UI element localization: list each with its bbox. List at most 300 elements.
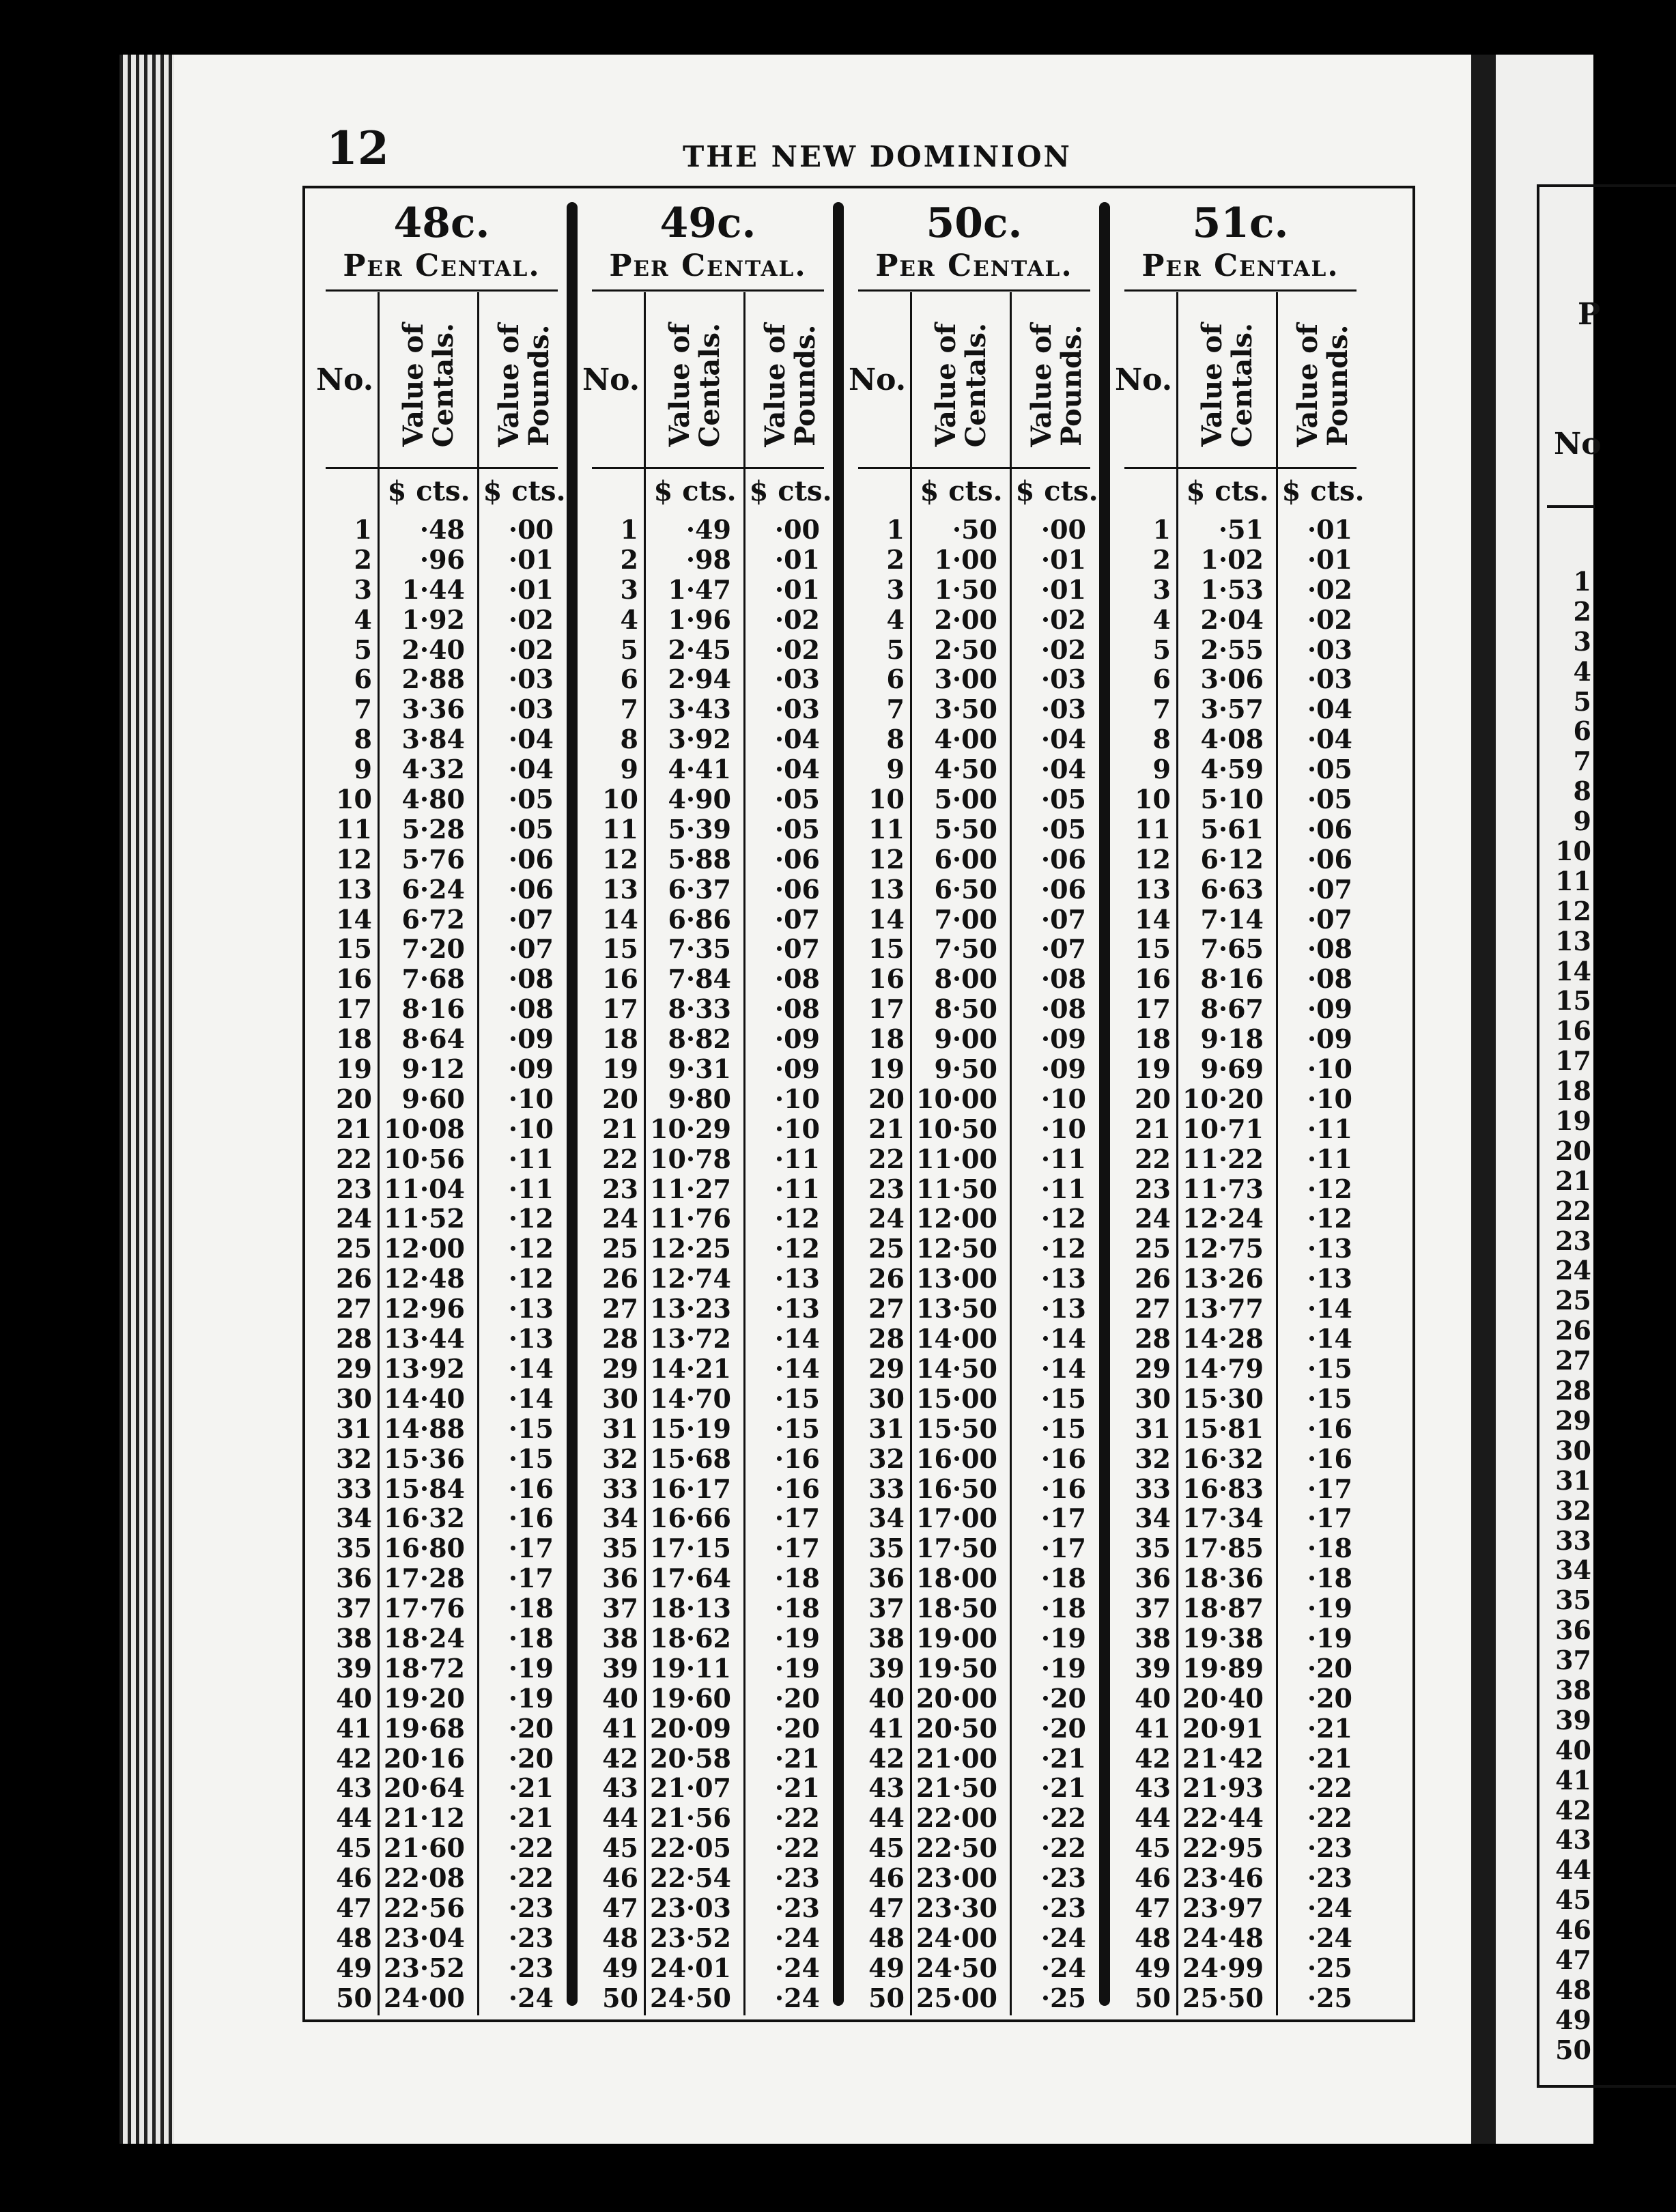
pounds-value: ·12: [774, 1203, 820, 1234]
row-number: 47: [336, 1892, 372, 1923]
facing-row-number: 48: [1555, 1974, 1591, 2005]
row-number: 6: [354, 664, 372, 695]
centals-value: 5·76: [401, 843, 465, 875]
row-number: 32: [602, 1443, 638, 1474]
row-number: 39: [1135, 1652, 1171, 1684]
row-number: 34: [868, 1503, 905, 1534]
centals-value: 1·92: [401, 604, 465, 635]
pounds-value: ·15: [1040, 1413, 1086, 1444]
row-number: 12: [868, 843, 905, 875]
centals-value: ·96: [419, 543, 465, 575]
pounds-unit-label: $ cts.: [1281, 475, 1365, 507]
row-number: 27: [868, 1293, 905, 1324]
centals-value: 14·79: [1182, 1352, 1264, 1384]
centals-value: 21·00: [916, 1742, 997, 1774]
pounds-value: ·01: [508, 573, 554, 605]
row-number: 33: [1135, 1473, 1171, 1504]
centals-value: 5·88: [668, 843, 731, 875]
facing-row-number: 3: [1573, 625, 1591, 657]
facing-row-number: 42: [1555, 1794, 1591, 1826]
pounds-value: ·03: [508, 664, 554, 695]
pounds-value: ·11: [774, 1173, 820, 1204]
row-number: 5: [886, 634, 905, 665]
row-number: 25: [868, 1233, 905, 1264]
facing-row-number: 15: [1555, 985, 1591, 1017]
row-number: 7: [886, 694, 905, 725]
row-number: 30: [336, 1382, 372, 1414]
facing-row-number: 40: [1555, 1734, 1591, 1766]
row-number: 18: [1135, 1023, 1171, 1055]
row-number: 43: [602, 1772, 638, 1804]
pounds-value: ·04: [774, 754, 820, 785]
row-number: 13: [1135, 873, 1171, 905]
row-number: 23: [1135, 1173, 1171, 1204]
centals-value: 20·58: [650, 1742, 731, 1774]
pounds-unit-label: $ cts.: [1015, 475, 1098, 507]
row-number: 10: [336, 784, 372, 815]
pounds-value: ·13: [508, 1293, 554, 1324]
row-number: 35: [868, 1533, 905, 1564]
row-number: 40: [868, 1682, 905, 1714]
pounds-value: ·13: [1040, 1263, 1086, 1294]
facing-row-number: 18: [1555, 1075, 1591, 1107]
centals-value: 10·29: [650, 1113, 731, 1144]
book-gutter: [1471, 55, 1496, 2144]
row-number: 38: [868, 1622, 905, 1654]
subheader-rule: [592, 467, 824, 469]
centals-value: 4·90: [668, 784, 731, 815]
pounds-value: ·18: [1040, 1593, 1086, 1624]
value-of-centals-header: [1179, 304, 1276, 466]
centals-value: 17·15: [650, 1533, 731, 1564]
centals-value: 12·75: [1182, 1233, 1264, 1264]
row-number: 27: [1135, 1293, 1171, 1324]
centals-value: 12·24: [1182, 1203, 1264, 1234]
centals-value: 18·87: [1182, 1593, 1264, 1624]
pounds-value: ·05: [774, 813, 820, 845]
pounds-value: ·01: [774, 543, 820, 575]
pounds-value: ·12: [508, 1263, 554, 1294]
row-number: 10: [602, 784, 638, 815]
pounds-value: ·18: [508, 1622, 554, 1654]
facing-row-number: 11: [1555, 865, 1591, 896]
subheader-rule: [1124, 467, 1357, 469]
pounds-value: ·04: [1307, 694, 1352, 725]
row-number: 11: [336, 813, 372, 845]
value-of-centals-header: [380, 304, 477, 466]
centals-value: 17·00: [916, 1503, 997, 1534]
pounds-value: ·21: [508, 1802, 554, 1834]
header-rule: [1124, 289, 1357, 292]
centals-value: 9·31: [668, 1053, 731, 1085]
centals-value: 13·00: [916, 1263, 997, 1294]
row-number: 7: [620, 694, 638, 725]
row-number: 33: [868, 1473, 905, 1504]
pounds-value: ·18: [774, 1563, 820, 1594]
row-number: 44: [602, 1802, 638, 1834]
pounds-value: ·09: [508, 1053, 554, 1085]
row-number: 26: [868, 1263, 905, 1294]
pounds-value: ·23: [1307, 1862, 1352, 1894]
row-number: 35: [1135, 1533, 1171, 1564]
pounds-value: ·23: [1040, 1862, 1086, 1894]
pounds-value: ·20: [508, 1742, 554, 1774]
centals-value: 8·82: [668, 1023, 731, 1055]
pounds-value: ·19: [1040, 1622, 1086, 1654]
row-number: 35: [602, 1533, 638, 1564]
centals-value: 23·52: [650, 1922, 731, 1953]
per-cental-label: Per Cental.: [875, 249, 1073, 283]
per-cental-label: Per Cental.: [609, 249, 807, 283]
row-number: 41: [1135, 1712, 1171, 1744]
row-number: 20: [336, 1083, 372, 1114]
centals-value: 12·96: [384, 1293, 465, 1324]
pounds-value: ·23: [508, 1922, 554, 1953]
pounds-value: ·23: [774, 1862, 820, 1894]
pounds-value: ·22: [1307, 1802, 1352, 1834]
row-number: 34: [1135, 1503, 1171, 1534]
row-number: 46: [602, 1862, 638, 1894]
pounds-value: ·15: [1307, 1352, 1352, 1384]
centals-value: 9·80: [668, 1083, 731, 1114]
row-number: 32: [336, 1443, 372, 1474]
row-number: 48: [868, 1922, 905, 1953]
facing-row-number: 34: [1555, 1555, 1591, 1586]
pounds-value: ·21: [774, 1772, 820, 1804]
centals-value: 4·41: [668, 754, 731, 785]
facing-row-number: 49: [1555, 2004, 1591, 2035]
row-number: 30: [1135, 1382, 1171, 1414]
row-number: 41: [602, 1712, 638, 1744]
row-number: 39: [336, 1652, 372, 1684]
row-number: 6: [1152, 664, 1171, 695]
centals-value: 23·97: [1182, 1892, 1264, 1923]
pounds-value: ·06: [1040, 843, 1086, 875]
pounds-value: ·19: [774, 1622, 820, 1654]
pounds-value: ·10: [774, 1083, 820, 1114]
centals-value: 11·00: [916, 1143, 997, 1174]
facing-row-number: 16: [1555, 1015, 1591, 1047]
pounds-value: ·14: [1040, 1352, 1086, 1384]
pounds-value: ·10: [508, 1083, 554, 1114]
facing-row-number: 1: [1573, 566, 1591, 597]
pounds-value: ·17: [1040, 1503, 1086, 1534]
centals-value: ·49: [685, 514, 731, 545]
pounds-value: ·20: [1040, 1712, 1086, 1744]
pounds-value: ·22: [774, 1802, 820, 1834]
column-rule: [477, 292, 479, 2015]
row-number: 3: [886, 573, 905, 605]
pounds-value: ·03: [1040, 664, 1086, 695]
centals-value: 7·84: [668, 963, 731, 995]
facing-row-number: 26: [1555, 1315, 1591, 1346]
pounds-value: ·14: [508, 1352, 554, 1384]
facing-row-number: 30: [1555, 1434, 1591, 1466]
row-number: 2: [354, 543, 372, 575]
pounds-value: ·01: [1307, 514, 1352, 545]
facing-row-number: 4: [1573, 655, 1591, 687]
row-number: 28: [1135, 1323, 1171, 1355]
pounds-value: ·24: [1040, 1922, 1086, 1953]
centals-value: 24·50: [650, 1982, 731, 2013]
centals-value: 21·93: [1182, 1772, 1264, 1804]
pounds-value: ·17: [1040, 1533, 1086, 1564]
pounds-value: ·07: [508, 933, 554, 965]
facing-row-number: 36: [1555, 1615, 1591, 1646]
pounds-value: ·05: [1040, 813, 1086, 845]
pounds-value: ·08: [1040, 963, 1086, 995]
centals-value: 12·00: [916, 1203, 997, 1234]
pounds-value: ·02: [774, 634, 820, 665]
pounds-value: ·07: [1307, 873, 1352, 905]
pounds-value: ·20: [1307, 1682, 1352, 1714]
row-number: 24: [336, 1203, 372, 1234]
row-number: 5: [620, 634, 638, 665]
centals-value: 2·94: [668, 664, 731, 695]
row-number: 11: [1135, 813, 1171, 845]
row-number: 15: [336, 933, 372, 965]
pounds-value: ·16: [1040, 1443, 1086, 1474]
row-number-column: [1111, 515, 1175, 2013]
centals-value: 13·23: [650, 1293, 731, 1324]
facing-row-number: 46: [1555, 1914, 1591, 1946]
centals-value-column: [380, 515, 476, 2013]
value-of-pounds-header: [1279, 304, 1367, 466]
row-number: 48: [602, 1922, 638, 1953]
row-number: 16: [336, 963, 372, 995]
row-number: 7: [354, 694, 372, 725]
centals-value: 11·52: [384, 1203, 465, 1234]
centals-value: 16·00: [916, 1443, 997, 1474]
row-number: 9: [886, 754, 905, 785]
centals-value: 11·76: [650, 1203, 731, 1234]
centals-value: 20·64: [384, 1772, 465, 1804]
row-number: 19: [868, 1053, 905, 1085]
per-cental-label: Per Cental.: [1141, 249, 1339, 283]
pounds-value: ·09: [1040, 1053, 1086, 1085]
row-number: 27: [602, 1293, 638, 1324]
centals-value-column: [1179, 515, 1275, 2013]
row-number: 8: [1152, 724, 1171, 755]
centals-value: 10·20: [1182, 1083, 1264, 1114]
facing-row-number: 29: [1555, 1404, 1591, 1436]
row-number: 3: [620, 573, 638, 605]
row-number: 36: [602, 1563, 638, 1594]
centals-value: 18·36: [1182, 1563, 1264, 1594]
centals-value: 4·59: [1200, 754, 1264, 785]
row-number: 38: [602, 1622, 638, 1654]
centals-value: 24·48: [1182, 1922, 1264, 1953]
pounds-value: ·22: [508, 1862, 554, 1894]
value-of-pounds-label: Value of Pounds.: [493, 323, 555, 447]
pounds-value: ·19: [774, 1652, 820, 1684]
centals-value: 15·30: [1182, 1382, 1264, 1414]
centals-value: 23·52: [384, 1952, 465, 1983]
facing-row-number: 44: [1555, 1854, 1591, 1886]
centals-value: 3·00: [934, 664, 997, 695]
centals-value: 23·03: [650, 1892, 731, 1923]
centals-value: 14·70: [650, 1382, 731, 1414]
centals-value: 3·50: [934, 694, 997, 725]
no-header: No.: [315, 363, 374, 397]
centals-value: 6·72: [401, 903, 465, 935]
row-number: 28: [336, 1323, 372, 1355]
centals-value: 4·00: [934, 724, 997, 755]
pounds-value: ·03: [774, 664, 820, 695]
centals-value: 22·50: [916, 1832, 997, 1864]
row-number: 50: [602, 1982, 638, 2013]
centals-value: 1·53: [1200, 573, 1264, 605]
row-number: 46: [336, 1862, 372, 1894]
facing-row-number: 14: [1555, 955, 1591, 987]
centals-value: 10·50: [916, 1113, 997, 1144]
row-number: 49: [868, 1952, 905, 1983]
facing-row-number: 17: [1555, 1045, 1591, 1077]
pounds-value: ·04: [1307, 724, 1352, 755]
centals-value: 13·77: [1182, 1293, 1264, 1324]
facing-row-number: 43: [1555, 1824, 1591, 1856]
pounds-value: ·08: [1307, 933, 1352, 965]
centals-value: 6·12: [1200, 843, 1264, 875]
centals-value: 22·08: [384, 1862, 465, 1894]
pounds-value: ·14: [1040, 1323, 1086, 1355]
row-number: 4: [620, 604, 638, 635]
centals-value: 4·32: [401, 754, 465, 785]
centals-value: 13·50: [916, 1293, 997, 1324]
centals-value: 25·50: [1182, 1982, 1264, 2013]
pounds-value-column: [1279, 515, 1367, 2013]
row-number: 29: [1135, 1352, 1171, 1384]
row-number: 45: [1135, 1832, 1171, 1864]
row-number: 8: [886, 724, 905, 755]
centals-value: 21·56: [650, 1802, 731, 1834]
row-number: 15: [1135, 933, 1171, 965]
centals-value: 5·28: [401, 813, 465, 845]
pounds-value: ·07: [774, 933, 820, 965]
row-number: 8: [354, 724, 372, 755]
pounds-value: ·03: [1040, 694, 1086, 725]
price-heading: 50c.: [926, 199, 1023, 247]
pounds-value: ·06: [508, 873, 554, 905]
centals-value: 6·00: [934, 843, 997, 875]
centals-value: 9·18: [1200, 1023, 1264, 1055]
centals-value: 5·61: [1200, 813, 1264, 845]
centals-value: ·98: [685, 543, 731, 575]
row-number: 48: [1135, 1922, 1171, 1953]
centals-value: 23·46: [1182, 1862, 1264, 1894]
row-number: 1: [886, 514, 905, 545]
pounds-value: ·22: [774, 1832, 820, 1864]
pounds-value: ·21: [1040, 1742, 1086, 1774]
row-number: 45: [336, 1832, 372, 1864]
centals-value: 18·62: [650, 1622, 731, 1654]
centals-unit-label: $ cts.: [920, 475, 1003, 507]
row-number: 14: [602, 903, 638, 935]
row-number: 30: [868, 1382, 905, 1414]
centals-value: 16·83: [1182, 1473, 1264, 1504]
row-number: 47: [602, 1892, 638, 1923]
row-number: 33: [602, 1473, 638, 1504]
price-block: [844, 188, 1104, 2019]
row-number: 48: [336, 1922, 372, 1953]
centals-value: 9·69: [1200, 1053, 1264, 1085]
centals-value: 1·00: [934, 543, 997, 575]
pounds-value: ·01: [1307, 543, 1352, 575]
centals-value: 24·01: [650, 1952, 731, 1983]
row-number: 21: [868, 1113, 905, 1144]
row-number: 15: [602, 933, 638, 965]
pounds-value: ·11: [1040, 1143, 1086, 1174]
centals-value: 6·50: [934, 873, 997, 905]
centals-value: 7·65: [1200, 933, 1264, 965]
pounds-value: ·12: [1040, 1233, 1086, 1264]
row-number: 43: [868, 1772, 905, 1804]
centals-value: 7·20: [401, 933, 465, 965]
centals-value: 22·05: [650, 1832, 731, 1864]
centals-value: 12·25: [650, 1233, 731, 1264]
pounds-value: ·07: [508, 903, 554, 935]
centals-value: 20·09: [650, 1712, 731, 1744]
centals-value: 2·55: [1200, 634, 1264, 665]
facing-row-number: 37: [1555, 1645, 1591, 1676]
row-number: 36: [1135, 1563, 1171, 1594]
centals-value: 11·50: [916, 1173, 997, 1204]
row-number: 29: [336, 1352, 372, 1384]
facing-row-number: 41: [1555, 1764, 1591, 1796]
pounds-value: ·14: [774, 1323, 820, 1355]
row-number: 4: [1152, 604, 1171, 635]
row-number: 23: [868, 1173, 905, 1204]
pounds-value: ·05: [1040, 784, 1086, 815]
centals-value: 23·30: [916, 1892, 997, 1923]
pounds-value: ·01: [508, 543, 554, 575]
facing-row-number: 20: [1555, 1135, 1591, 1166]
centals-value: 3·43: [668, 694, 731, 725]
pounds-value: ·08: [774, 993, 820, 1025]
pounds-value: ·16: [1307, 1443, 1352, 1474]
centals-value: 14·88: [384, 1413, 465, 1444]
pounds-value: ·14: [774, 1352, 820, 1384]
facing-row-number: 28: [1555, 1375, 1591, 1406]
centals-value: 7·00: [934, 903, 997, 935]
row-number: 27: [336, 1293, 372, 1324]
row-number: 25: [1135, 1233, 1171, 1264]
row-number: 8: [620, 724, 638, 755]
centals-value: 3·57: [1200, 694, 1264, 725]
row-number: 44: [1135, 1802, 1171, 1834]
row-number: 43: [1135, 1772, 1171, 1804]
centals-value: 6·24: [401, 873, 465, 905]
pounds-value: ·21: [1307, 1712, 1352, 1744]
pounds-value: ·22: [1307, 1772, 1352, 1804]
centals-value: 15·81: [1182, 1413, 1264, 1444]
centals-value: 20·40: [1182, 1682, 1264, 1714]
pounds-value: ·08: [1040, 993, 1086, 1025]
centals-value: 18·72: [384, 1652, 465, 1684]
pounds-value: ·12: [1307, 1203, 1352, 1234]
row-number: 30: [602, 1382, 638, 1414]
row-number: 16: [602, 963, 638, 995]
pounds-value: ·18: [1307, 1533, 1352, 1564]
centals-value: 20·00: [916, 1682, 997, 1714]
centals-value: 7·35: [668, 933, 731, 965]
centals-value: 19·00: [916, 1622, 997, 1654]
facing-header-fragment: P: [1578, 297, 1601, 332]
pounds-value: ·20: [1040, 1682, 1086, 1714]
centals-value: 19·60: [650, 1682, 731, 1714]
value-of-centals-label: Value of Centals.: [397, 322, 459, 448]
facing-rule: [1547, 505, 1595, 508]
